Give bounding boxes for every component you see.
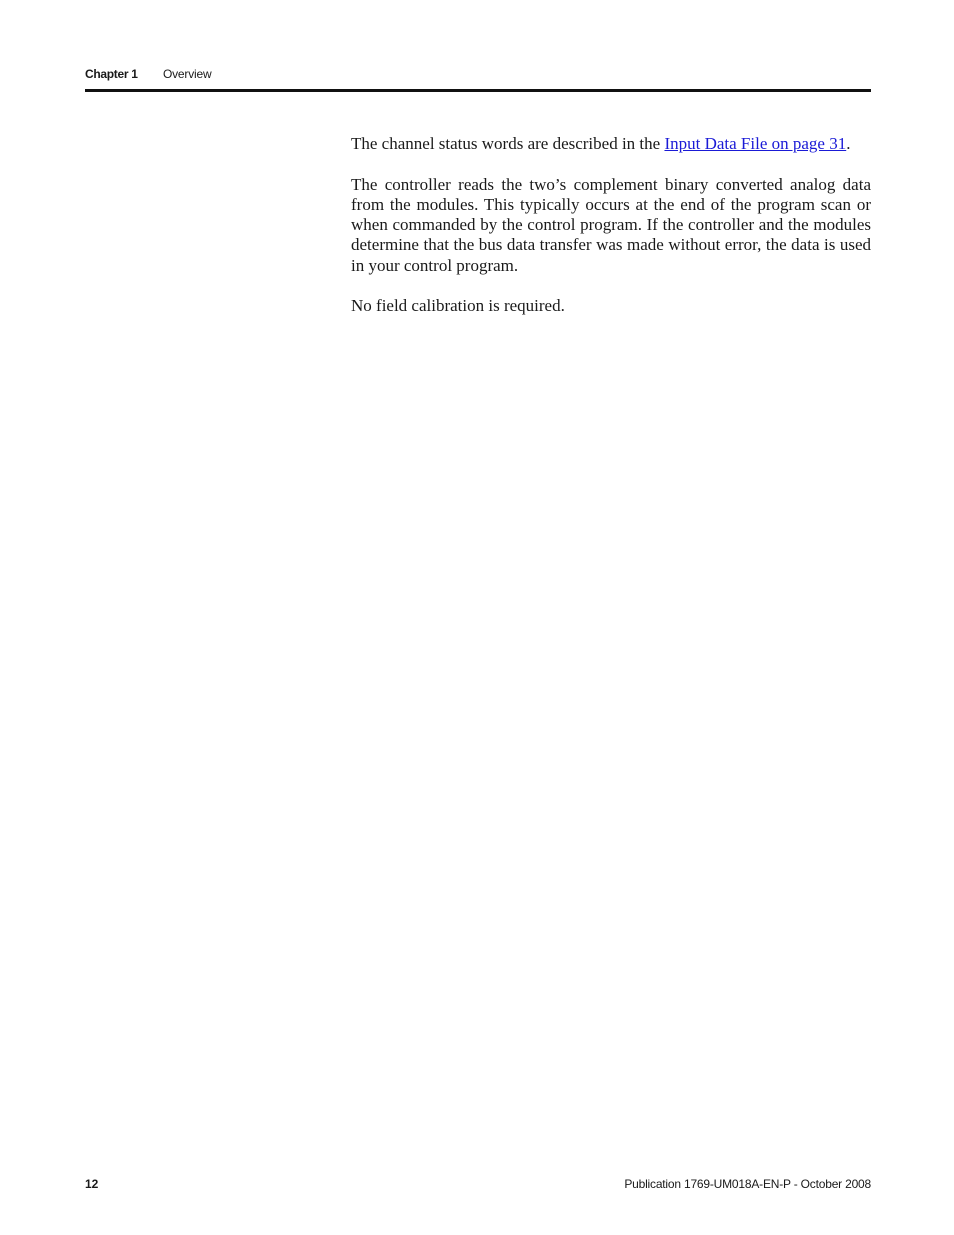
publication-info: Publication 1769-UM018A-EN-P - October 2008 <box>624 1177 871 1191</box>
paragraph-channel-status <box>351 134 871 154</box>
paragraph-punctuation: . <box>846 134 851 153</box>
page-footer <box>85 1176 871 1192</box>
paragraph-controller-reads: The controller reads the two’s complement binary converted analog data from the modules. This typically occurs at the end of the program scan or when commanded by the control program. If the controller and the modules determine that the bus data transfer was made without error, the data is used in your control program. <box>351 174 871 275</box>
chapter-label: Chapter 1 <box>85 67 138 81</box>
page-header <box>85 66 871 82</box>
paragraph-calibration: No field calibration is required. <box>351 296 565 316</box>
main-content <box>351 134 871 337</box>
input-data-file-link[interactable]: Input Data File on page 31 <box>664 134 847 153</box>
section-title: Overview <box>163 67 212 81</box>
header-rule <box>85 89 871 92</box>
page-number: 12 <box>85 1177 99 1191</box>
paragraph-text: The channel status words are described in the <box>351 134 665 153</box>
